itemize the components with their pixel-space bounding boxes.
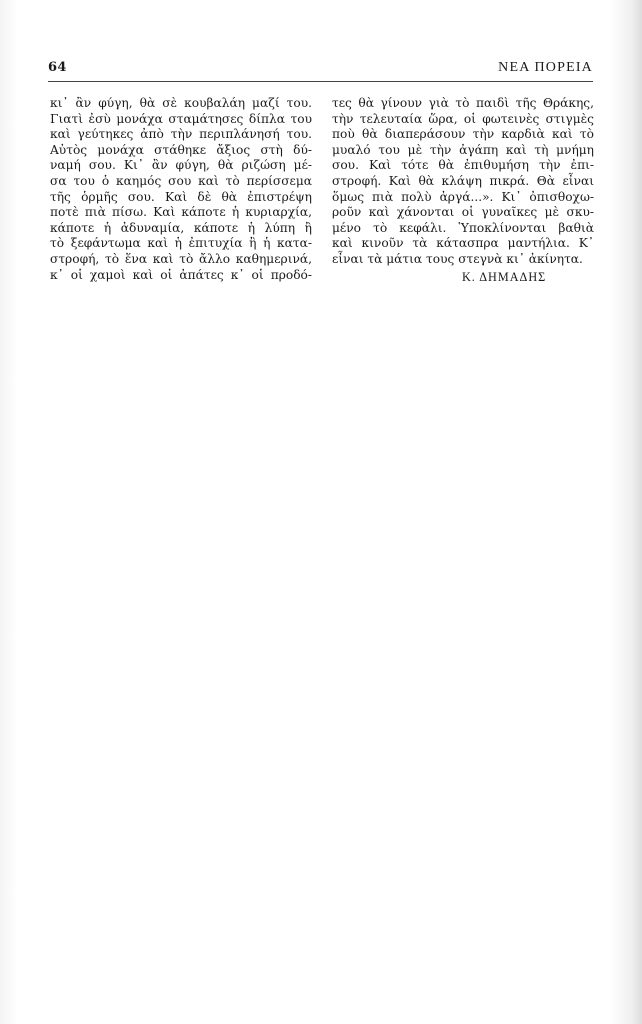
text-line: τες θὰ γίνουν γιὰ τὸ παιδὶ τῆς Θράκης,: [332, 96, 594, 110]
left-column: [50, 96, 312, 283]
text-line: ὅμως πιὰ πολὺ ἀργά...». Κι᾽ ὀπισθοχω-: [332, 189, 594, 204]
text-line: κάποτε ἡ ἀδυναμία, κάποτε ἡ λύπη ἢ: [50, 220, 312, 235]
text-line: σου. Καὶ τότε θὰ ἐπιθυμήση τὴν ἐπι-: [332, 158, 594, 173]
author-signature: Κ. ΔΗΜΑΔΗΣ: [462, 270, 547, 284]
text-line: ποὺ θὰ διαπεράσουν τὴν καρδιὰ καὶ τὸ: [332, 127, 594, 142]
page-header: [48, 60, 593, 80]
right-column: [332, 96, 594, 268]
text-line: τὴν τελευταία ὥρα, οἱ φωτεινὲς στιγμὲς: [332, 111, 594, 126]
text-line: καὶ κινοῦν τὰ κάτασπρα μαντήλια. Κ᾽: [332, 236, 594, 251]
text-line: ροῦν καὶ χάνονται οἱ γυναῖκες μὲ σκυ-: [332, 205, 594, 220]
header-rule: [48, 81, 593, 82]
running-title: ΝΕΑ ΠΟΡΕΙΑ: [498, 60, 593, 75]
text-line: εἶναι τὰ μάτια τους στεγνὰ κι᾽ ἀκίνητα.: [332, 251, 583, 266]
text-line: στροφή. Καὶ θὰ κλάψη πικρά. Θὰ εἶναι: [332, 173, 594, 188]
text-line: τὸ ξεφάντωμα καὶ ἡ ἐπιτυχία ἢ ἡ κατα-: [50, 236, 312, 251]
text-line: μυαλό του μὲ τὴν ἀγάπη καὶ τὴ μνήμη: [332, 142, 594, 157]
text-line: μένο τὸ κεφάλι. Ὑποκλίνονται βαθιὰ: [332, 220, 594, 235]
text-line: στροφή, τὸ ἕνα καὶ τὸ ἄλλο καθημερινά,: [50, 251, 312, 266]
text-line: κι᾽ ἂν φύγη, θὰ σὲ κουβαλάη μαζί του.: [50, 96, 312, 110]
page-number: 64: [48, 60, 67, 75]
text-line: ποτὲ πιὰ πίσω. Καὶ κάποτε ἡ κυριαρχία,: [50, 205, 312, 220]
text-line: τῆς ὁρμῆς σου. Καὶ δὲ θὰ ἐπιστρέψη: [50, 189, 312, 204]
text-line: καὶ γεύτηκες ἀπὸ τὴν περιπλάνησή του.: [50, 127, 312, 142]
text-line: κ᾽ οἱ χαμοὶ καὶ οἱ ἀπάτες κ᾽ οἱ προδό-: [50, 267, 312, 282]
text-line: ναμή σου. Κι᾽ ἂν φύγη, θὰ ριζώση μέ-: [50, 158, 312, 173]
text-line: Γιατὶ ἐσὺ μονάχα σταμάτησες δίπλα του: [50, 111, 312, 126]
text-line: σα του ὁ καημός σου καὶ τὸ περίσσεμα: [50, 173, 312, 188]
text-line: Αὐτὸς μονάχα στάθηκε ἄξιος στὴ δύ-: [50, 142, 312, 157]
